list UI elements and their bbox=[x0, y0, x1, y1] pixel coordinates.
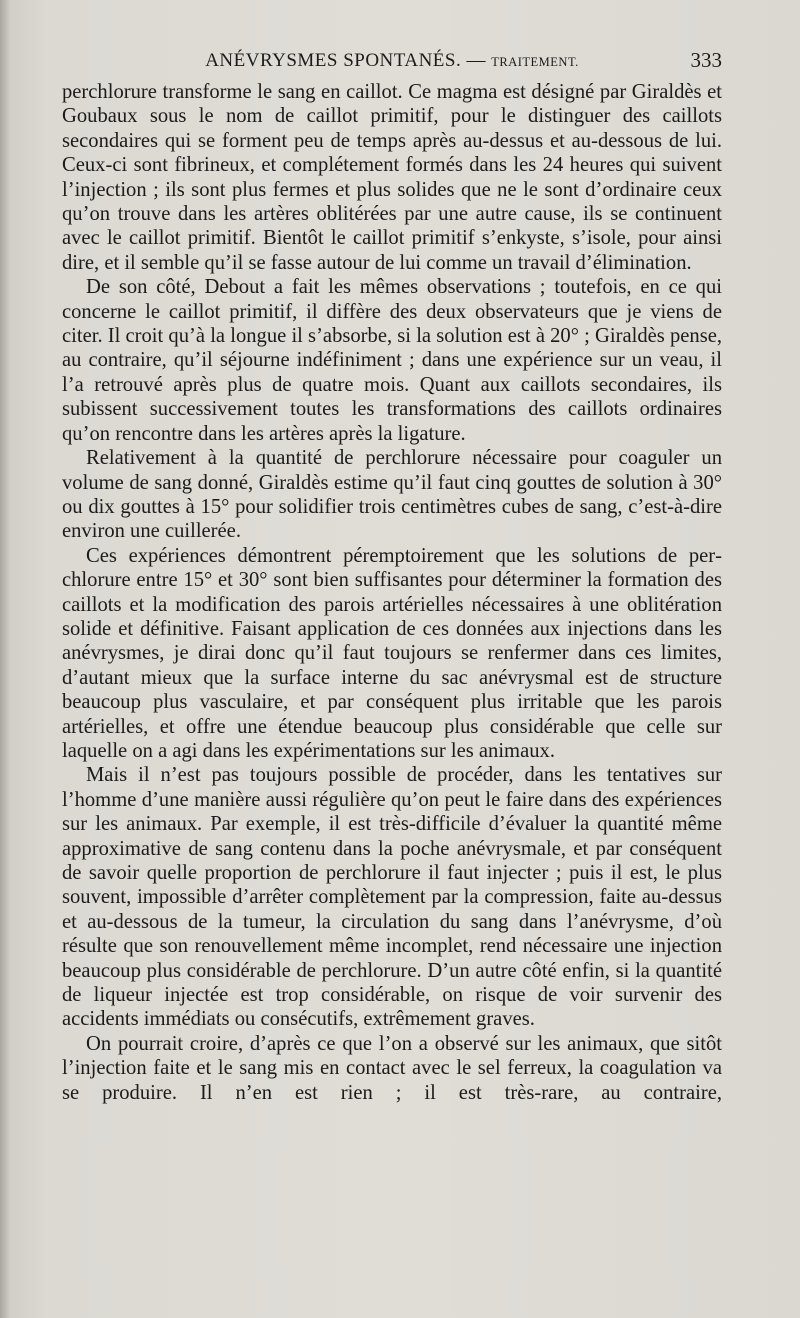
paragraph-4: Ces expériences démontrent péremptoirement que les solutions de perchlorure entre 15° et 30° sont bien suffisantes pour déterminer la formation des caillots et la modification des parois artérielles nécessaires à une oblitération solide et définitive. Faisant application de ces données aux injections dans les anévrysmes, je dirai donc qu’il faut toujours se renfermer dans ces limites, d’autant mieux que la surface interne du sac anévrysmal est de structure beaucoup plus vasculaire, et par conséquent plus irritable que les parois artérielles, et offre une étendue beaucoup plus considérable que celle sur laquelle on a agi dans les expérimentations sur les animaux. bbox=[62, 544, 722, 762]
running-title-dash: — bbox=[461, 50, 492, 71]
paragraph-3: Relativement à la quantité de perchlorure nécessaire pour coaguler un volume de sang donné, Giraldès estime qu’il faut cinq gouttes de solution à 30° ou dix gouttes à 15° pour solidifier trois centimètres cubes de sang, c’est-à-dire environ une cuillerée. bbox=[62, 447, 722, 543]
running-title-main: ANÉVRYSMES SPONTANÉS. bbox=[205, 50, 462, 71]
paragraph-6: On pourrait croire, d’après ce que l’on a observé sur les animaux, que sitôt l’injection faite et le sang mis en contact avec le sel ferreux, la coagulation va se produire. Il n’en est rien ; il est très-rare, au contraire, bbox=[62, 1032, 722, 1104]
running-title bbox=[62, 50, 722, 72]
body-text bbox=[62, 80, 722, 1105]
paragraph-1: perchlorure transforme le sang en caillot. Ce magma est désigné par Giraldès et Goubaux sous le nom de caillot primitif, pour le distinguer des caillots secondaires qui se forment peu de temps après au-dessus et au-dessous de lui. Ceux-ci sont fibrineux, et complétement formés dans les 24 heures qui suivent l’injection ; ils sont plus fermes et plus solides que ne le sont d’ordinaire ceux qu’on trouve dans les artères oblitérées par une autre cause, ils se continuent avec le caillot primitif. Bientôt le caillot primitif s’enkyste, s’isole, pour ainsi dire, et il semble qu’il se fasse autour de lui comme un travail d’élimination. bbox=[62, 81, 722, 274]
paragraph-2: De son côté, Debout a fait les mêmes observations ; toutefois, en ce qui concerne le caillot primitif, il diffère des deux observateurs que je viens de citer. Il croit qu’à la longue il s’absorbe, si la solution est à 20° ; Giraldès pense, au contraire, qu’il séjourne indéfiniment ; dans une expérience sur un veau, il l’a retrouvé après plus de quatre mois. Quant aux caillots secondaires, ils subissent successivement toutes les transformations des caillots ordinaires qu’on rencontre dans les artères après la ligature. bbox=[62, 276, 722, 445]
running-head bbox=[62, 46, 722, 76]
page-number: 333 bbox=[690, 48, 722, 72]
running-section: TRAITEMENT. bbox=[491, 55, 579, 69]
page-gutter-shadow bbox=[0, 0, 10, 1318]
paragraph-5: Mais il n’est pas toujours possible de procéder, dans les tentatives sur l’homme d’une manière aussi régulière qu’on peut le faire dans des expériences sur les animaux. Par exemple, il est très-difficile d’évaluer la quantité même approximative de sang contenu dans la poche anévrysmale, et par conséquent de savoir quelle proportion de perchlorure il faut injecter ; puis il est, le plus souvent, impossible d’arrêter complètement par la compression, faite au-dessus et au-dessous de la tumeur, la circulation du sang dans l’anévrysme, d’où résulte que son renouvellement même incomplet, rend nécessaire une injection beaucoup plus considérable de perchlorure. D’un autre côté enfin, si la quantité de liqueur injectée est trop considérable, on risque de voir survenir des accidents immédiats ou consécutifs, extrêmement graves. bbox=[62, 764, 722, 1031]
